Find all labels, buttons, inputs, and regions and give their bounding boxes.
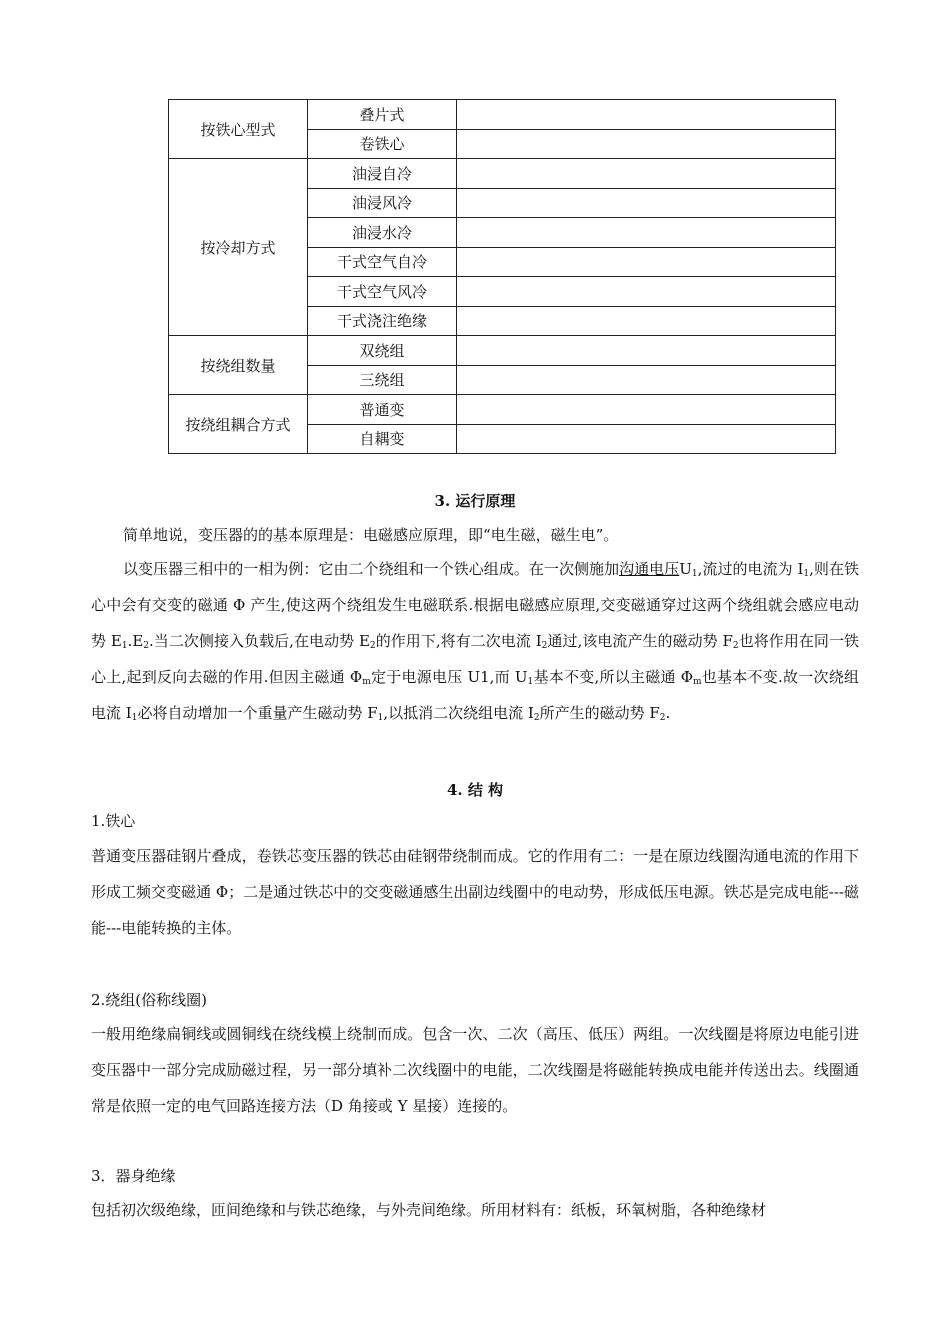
principle-summary: 简单地说，变压器的的基本原理是：电磁感应原理，即“电生磁，磁生电”。 [123, 526, 619, 544]
type-cell: 油浸自冷 [308, 159, 457, 189]
type-cell: 干式浇注绝缘 [308, 306, 457, 336]
type-cell: 自耦变 [308, 424, 457, 454]
empty-cell [457, 188, 836, 218]
winding-subheading: 2.绕组(俗称线圈) [91, 991, 208, 1009]
core-description: 普通变压器硅钢片叠成，卷铁芯变压器的铁芯由硅钢带绕制而成。它的作用有二：一是在原边线圈沟通电流的作用下形成工频交变磁通 Φ；二是通过铁芯中的交变磁通感生出副边线圈中的电动势，形成低压电源。铁芯是完成电能---磁能---电能转换的主体。 [91, 847, 859, 937]
type-cell: 干式空气风冷 [308, 277, 457, 307]
type-cell: 三绕组 [308, 365, 457, 395]
winding-description: 一般用绝缘扁铜线或圆铜线在绕线模上绕制而成。包含一次、二次（高压、低压）两组。一次线圈是将原边电能引进变压器中一部分完成励磁过程，另一部分填补二次线圈中的电能，二次线圈是将磁能转换成电能并传送出去。线圈通常是依照一定的电气回路连接方法（D 角接或 Y 星接）连接的。 [91, 1025, 859, 1115]
core-subheading: 1.铁心 [91, 812, 136, 830]
empty-cell [457, 129, 836, 159]
insulation-description: 包括初次级绝缘，匝间绝缘和与铁芯绝缘，与外壳间绝缘。所用材料有：纸板，环氧树脂，各种绝缘材 [91, 1201, 767, 1219]
section-4-heading: 4. 结 构 [446, 781, 504, 799]
table-row [169, 100, 836, 130]
table-row [169, 336, 836, 366]
empty-cell [457, 306, 836, 336]
transformer-classification-table [168, 99, 836, 454]
insulation-subheading: 3．器身绝缘 [91, 1167, 176, 1185]
empty-cell [457, 277, 836, 307]
type-cell: 双绕组 [308, 336, 457, 366]
type-cell: 叠片式 [308, 100, 457, 130]
empty-cell [457, 247, 836, 277]
type-cell: 普通变 [308, 395, 457, 425]
section-3-heading: 3. 运行原理 [434, 492, 516, 510]
type-cell: 干式空气自冷 [308, 247, 457, 277]
empty-cell [457, 395, 836, 425]
table-row [169, 159, 836, 189]
category-cell: 按绕组数量 [169, 336, 308, 395]
type-cell: 油浸风冷 [308, 188, 457, 218]
empty-cell [457, 100, 836, 130]
empty-cell [457, 336, 836, 366]
empty-cell [457, 424, 836, 454]
category-cell: 按冷却方式 [169, 159, 308, 336]
type-cell: 卷铁心 [308, 129, 457, 159]
category-cell: 按铁心型式 [169, 100, 308, 159]
principle-explanation: 以变压器三相中的一相为例：它由二个绕组和一个铁心组成。在一次侧施加沟通电压$U_1$,流过的电流为 $I_1$,则在铁心中会有交变的磁通 Φ 产生,使这两个绕组发生电磁联系.根据电磁感应原理,交变磁通穿过这两个绕组就会感应电动势 $E_1.E_2$.当二次侧接入负载后,在电动势 $E_2$的作用下,将有二次电流 $I_2$通过,该电流产生的磁动势 $F_2$也将作用在同一铁心上,起到反向去磁的作用.但因主磁通 $\Phi_m$定于电源电压 U1,而 $U_1$基本不变,所以主磁通 $\Phi_m$也基本不变.故一次绕组电流 $I_1$必将自动增加一个重量产生磁动势 $F_1$,以抵消二次绕组电流 $I_2$所产生的磁动势 $F_2$. [91, 560, 859, 723]
type-cell: 油浸水冷 [308, 218, 457, 248]
empty-cell [457, 159, 836, 189]
empty-cell [457, 218, 836, 248]
empty-cell [457, 365, 836, 395]
ac-voltage-link[interactable]: 沟通电压 [619, 560, 680, 578]
category-cell: 按绕组耦合方式 [169, 395, 308, 454]
table-row [169, 395, 836, 425]
